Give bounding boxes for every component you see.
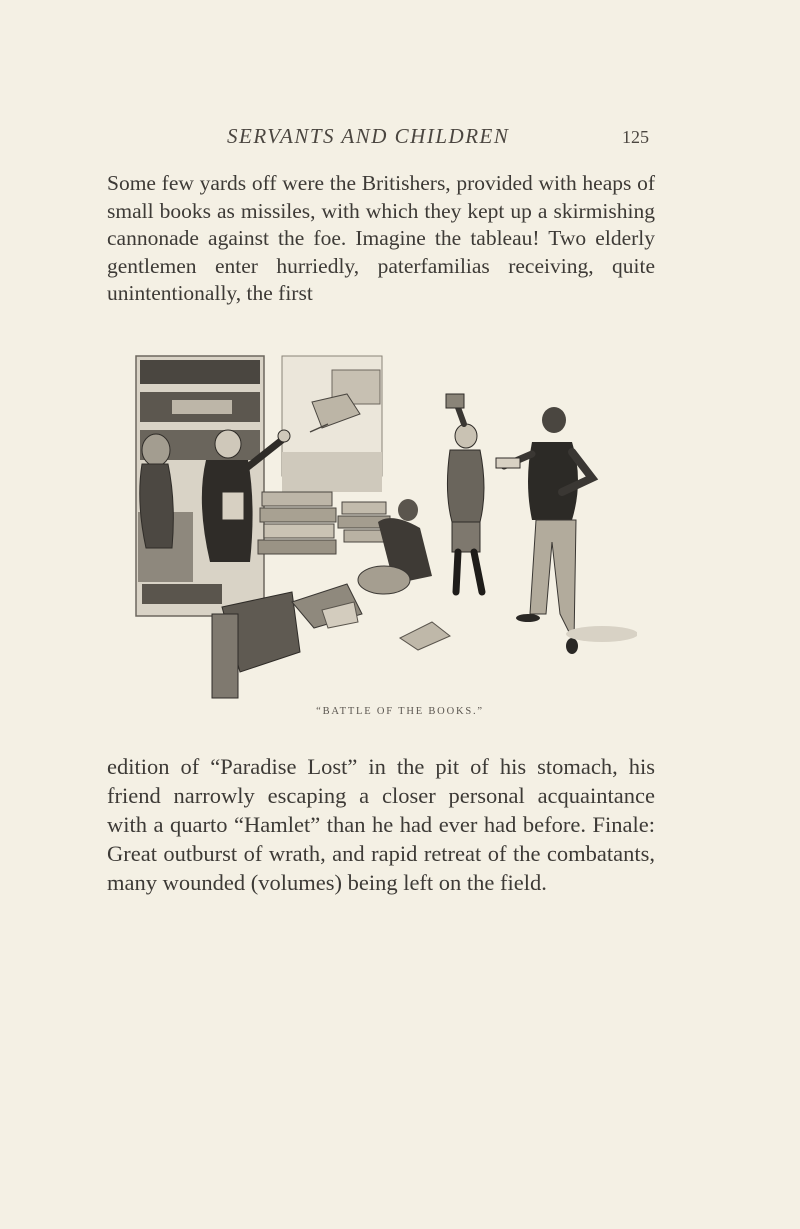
battle-of-the-books-illustration [132,352,637,702]
paragraph-top: Some few yards off were the Britishers, provided with heaps of small books as missiles, with which they kept up a skirmishing cannonade against the foe. Imagine the tableau! Two elderly gentlemen enter hurriedly, paterfamilias receiving, quite unintentionally, the first [107,171,655,305]
running-head [107,124,655,154]
page-number: 125 [622,127,649,147]
paragraph-bottom: edition of “Paradise Lost” in the pit of his stomach, his friend narrowly escaping a closer personal acquaintance with a quarto “Hamlet” than he had ever had before. Finale: Great outburst of wrath, and rapid retreat of the combatants, many wounded (volumes) being left on the field. [107,754,655,895]
illustration-caption: “BATTLE OF THE BOOKS.” [316,706,484,717]
running-title: SERVANTS AND CHILDREN [227,124,510,148]
illustration-scene [136,356,637,698]
